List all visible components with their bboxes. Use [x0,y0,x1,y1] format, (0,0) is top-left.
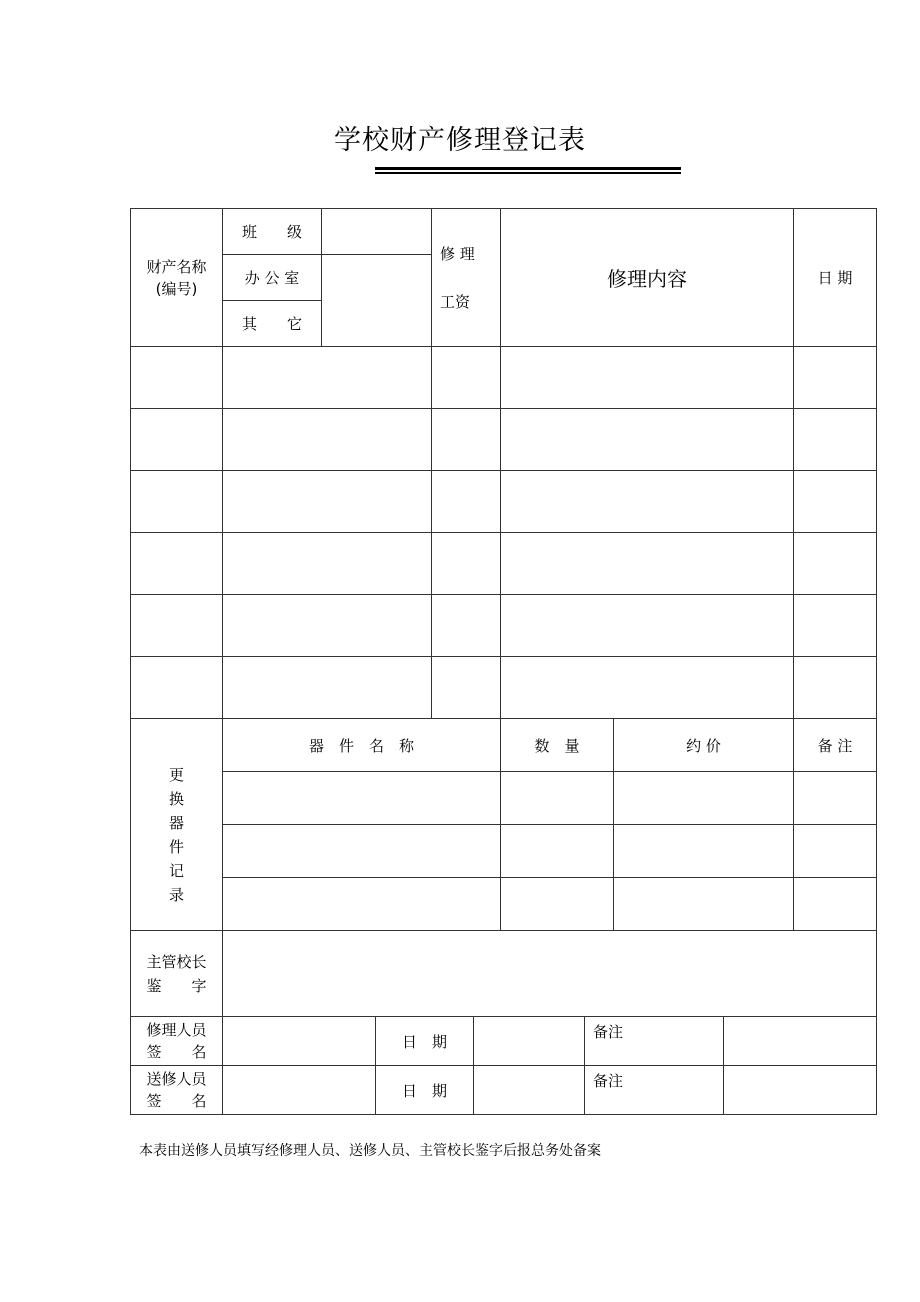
sender-date-label: 日 期 [401,1081,447,1100]
title-underline-thin [375,172,681,174]
replace-parts-label: 更 换 器 件 记 录 [168,765,184,904]
footnote: 本表由送修人员填写经修理人员、送修人员、主管校长鉴字后报总务处备案 [139,1143,601,1159]
table-row[interactable] [131,533,876,594]
title-underline [375,167,681,170]
repairer-signature-field[interactable] [223,1017,375,1065]
class-label: 班 级 [241,223,302,241]
repair-content-header: 修理内容 [607,267,687,291]
sender-signature-field[interactable] [223,1066,375,1114]
repairer-label: 修理人员 签 名 [146,1021,207,1061]
table-row[interactable] [131,595,876,656]
table-row[interactable] [131,347,876,408]
parts-row[interactable] [223,825,876,877]
sender-date-field[interactable] [474,1066,584,1114]
quantity-header: 数 量 [534,736,580,755]
repairer-note-field[interactable] [724,1017,876,1065]
repair-wage-header: 修 理 工资 [440,244,475,311]
principal-signature-field[interactable] [223,931,876,1016]
price-header: 约 价 [686,736,721,755]
sender-note-label: 备注 [593,1072,624,1090]
office-other-input[interactable] [322,255,431,346]
table-row[interactable] [131,471,876,532]
parts-row[interactable] [223,772,876,824]
repairer-date-label: 日 期 [401,1032,447,1051]
repairer-date-field[interactable] [474,1017,584,1065]
sender-label: 送修人员 签 名 [146,1070,207,1110]
principal-label: 主管校长 鉴 字 [146,952,207,995]
part-name-header: 器 件 名 称 [308,736,414,755]
table-row[interactable] [131,409,876,470]
note-header: 备 注 [817,736,853,755]
date-header: 日 期 [817,269,853,287]
table-row[interactable] [131,657,876,718]
repairer-note-label: 备注 [593,1023,624,1041]
sender-note-field[interactable] [724,1066,876,1114]
form-title: 学校财产修理登记表 [334,125,586,156]
office-label: 办 公 室 [244,269,300,287]
property-name-header: 财产名称 (编号) [146,257,207,298]
parts-row[interactable] [223,878,876,930]
class-input[interactable] [322,209,431,254]
other-label: 其 它 [241,315,302,333]
